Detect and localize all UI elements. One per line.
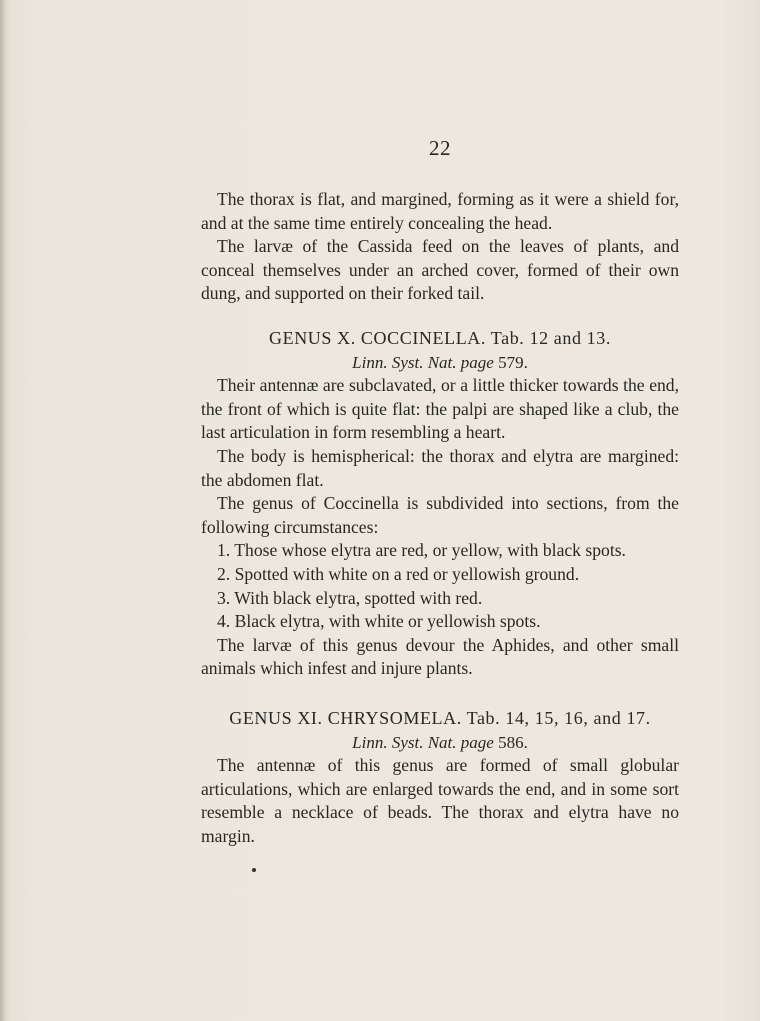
genus-x-reference xyxy=(201,351,679,375)
body-paragraph: The body is hemispherical: the thorax and elytra are margined: the abdomen flat. xyxy=(201,445,679,490)
list-item: 2. Spotted with white on a red or yellowish ground. xyxy=(217,563,580,584)
cassida-continuation xyxy=(201,188,679,306)
thorax-paragraph: The thorax is flat, and margined, forming as it were a shield for, and at the same time entirely concealing the head. xyxy=(201,189,679,233)
coccinella-larvae-paragraph: The larvæ of this genus devour the Aphides, and other small animals which infest and injure plants. xyxy=(201,634,679,679)
list-item: 3. With black elytra, spotted with red. xyxy=(217,587,483,608)
genus-xi-reference xyxy=(201,731,679,755)
genus-x-heading: GENUS X. COCCINELLA. Tab. 12 and 13. xyxy=(269,328,611,348)
cassida-larvae-paragraph: The larvæ of the Cassida feed on the leaves of plants, and conceal themselves under an arched cover, formed of their own dung, and supported on their forked tail. xyxy=(201,236,679,304)
genus-chrysomela-section xyxy=(201,707,679,849)
reference-page: 579. xyxy=(493,352,528,372)
reference-citation: Linn. Syst. Nat. page xyxy=(352,352,494,372)
genus-coccinella-section xyxy=(201,327,679,681)
antennae-paragraph: Their antennæ are subclavated, or a little thicker towards the end, the front of which is quite flat: the palpi are shaped like a club, the last articulation in form resembling a heart. xyxy=(201,375,679,443)
genus-xi-heading: GENUS XI. CHRYSOMELA. Tab. 14, 15, 16, and 17. xyxy=(229,708,651,728)
reference-page: 586. xyxy=(493,732,528,752)
reference-citation: Linn. Syst. Nat. page xyxy=(352,732,494,752)
page-number: 22 xyxy=(429,136,451,160)
list-item: 4. Black elytra, with white or yellowish spots. xyxy=(217,611,541,632)
ink-speck xyxy=(252,868,256,872)
list-item: 1. Those whose elytra are red, or yellow, with black spots. xyxy=(217,540,626,561)
chrysomela-antennae-paragraph: The antennæ of this genus are formed of small globular articulations, which are enlarged towards the end, and in some sort resemble a necklace of beads. The thorax and elytra have no margin. xyxy=(201,755,679,846)
sections-paragraph: The genus of Coccinella is subdivided into sections, from the following circumstances: xyxy=(201,493,679,537)
